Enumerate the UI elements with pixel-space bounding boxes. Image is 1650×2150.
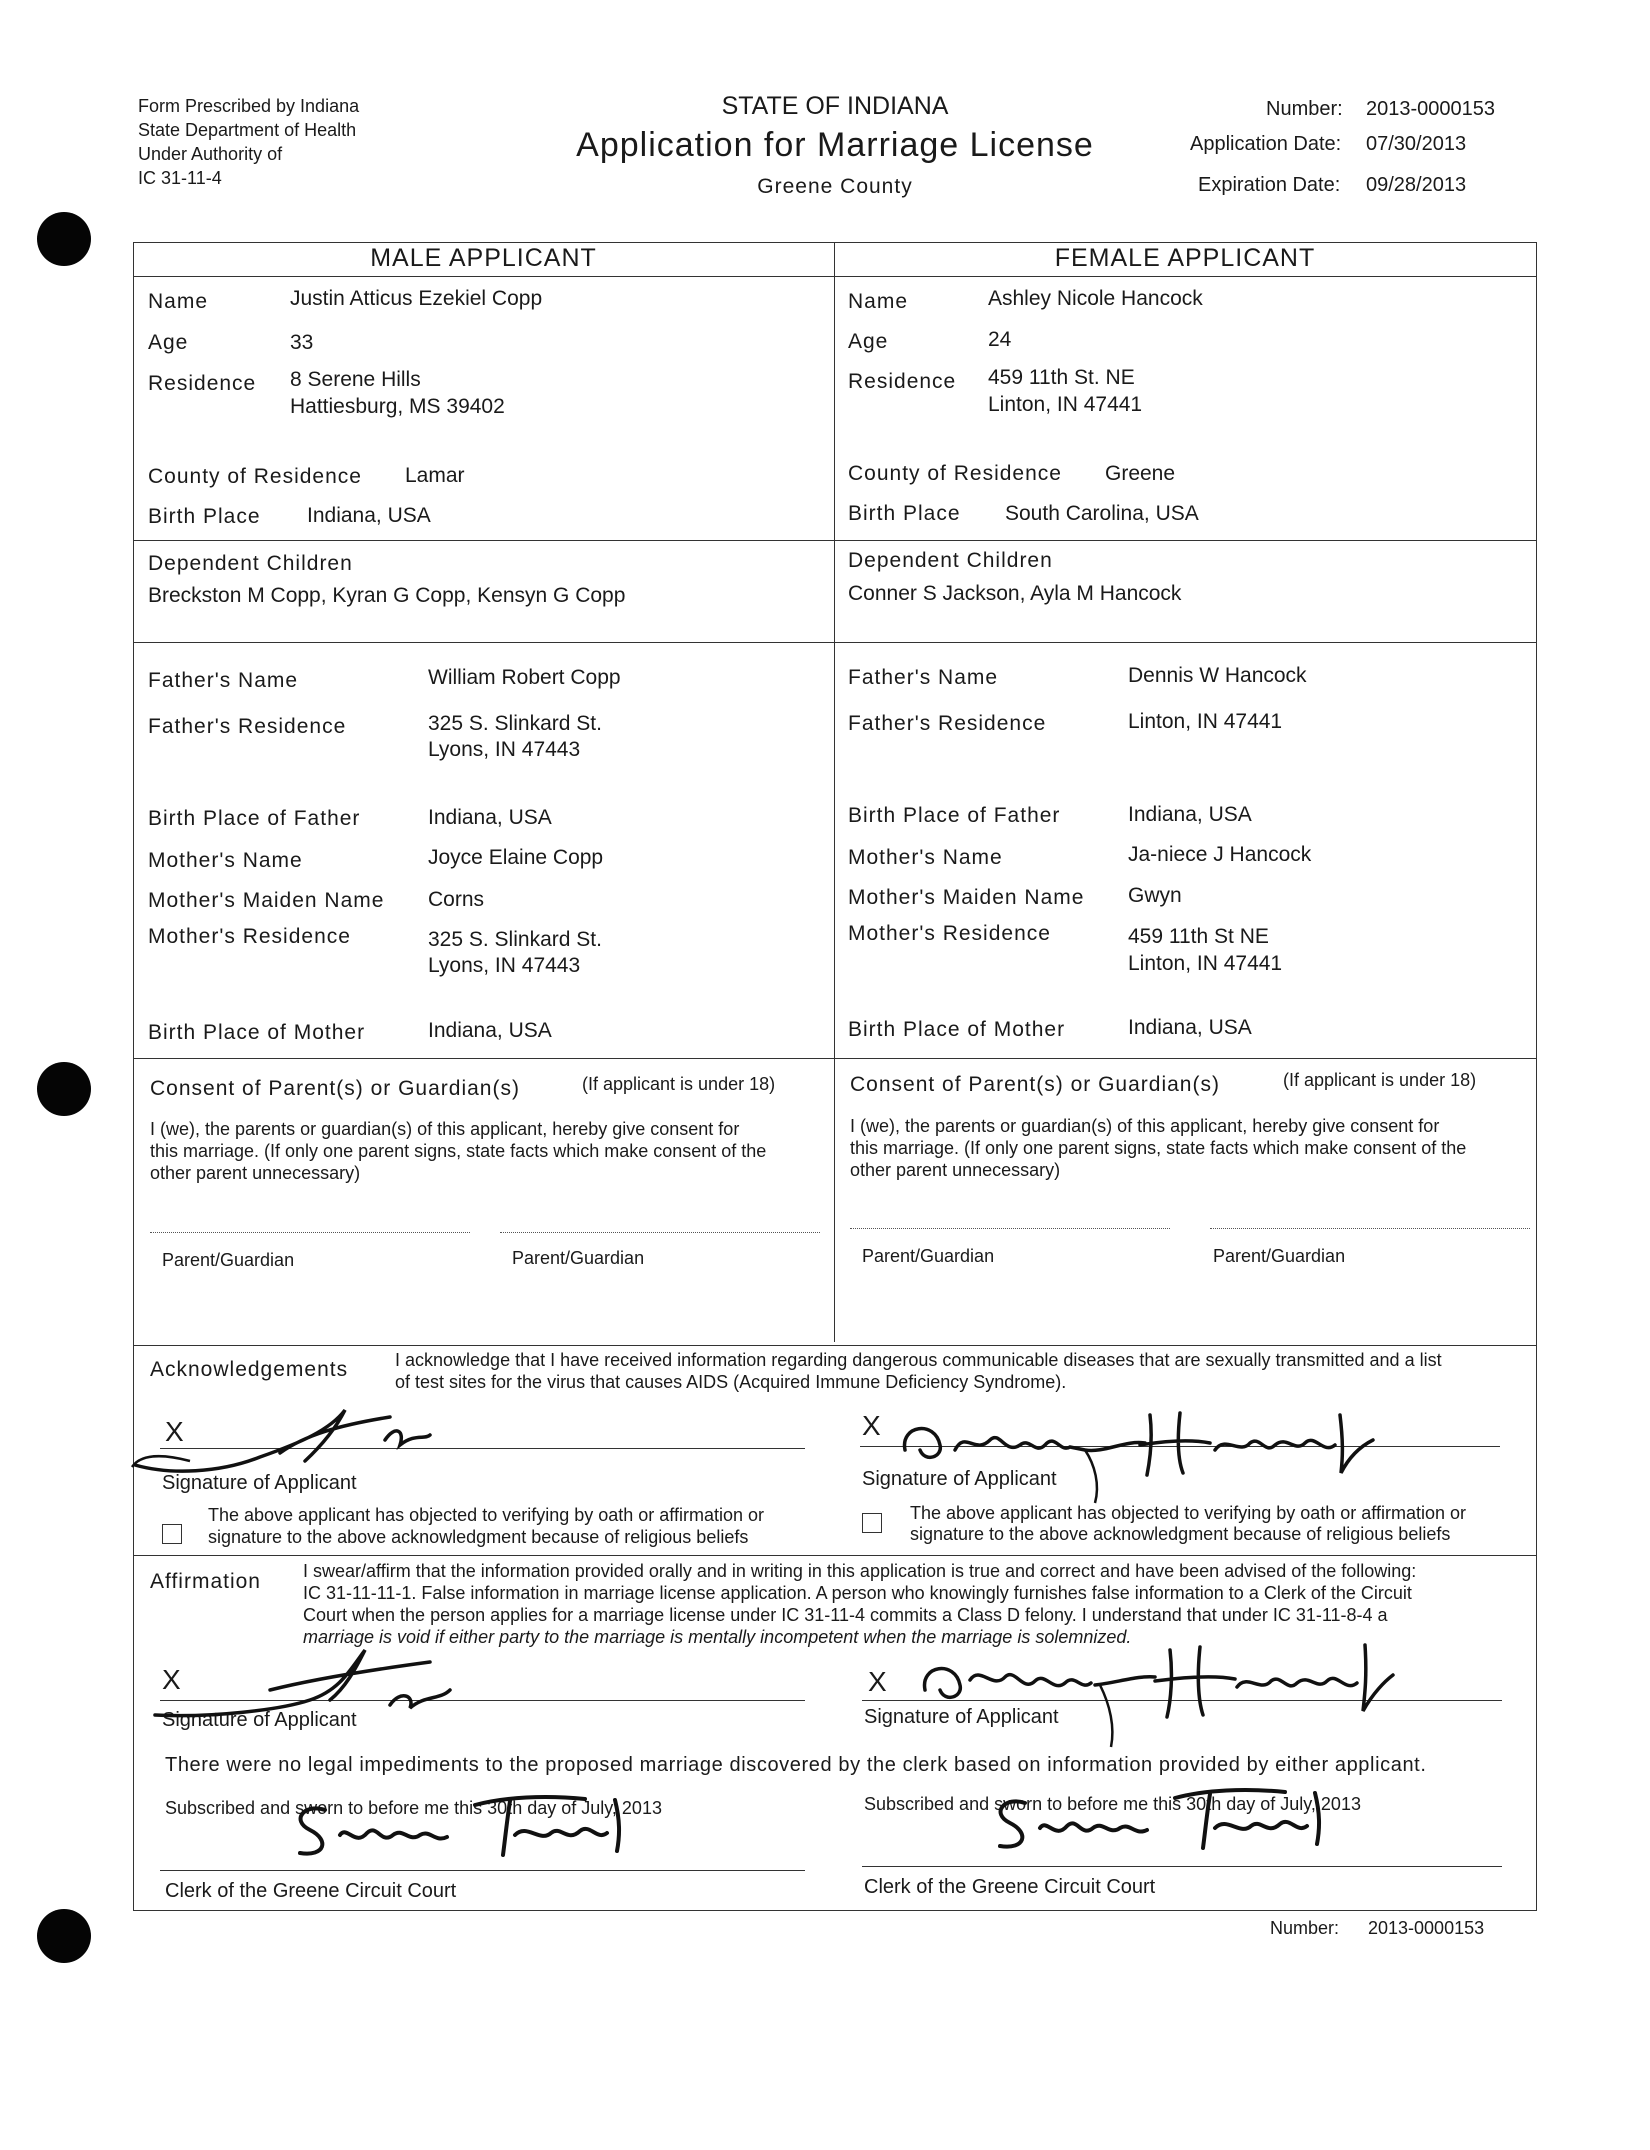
consent-line: I (we), the parents or guardian(s) of this applicant, hereby give consent for (850, 1116, 1440, 1136)
male-affirm-signature-label: Signature of Applicant (162, 1709, 357, 1731)
female-mother-birth-value: Indiana, USA (1128, 1016, 1252, 1039)
prescribed-line: Under Authority of (138, 144, 283, 164)
female-consent-title: Consent of Parent(s) or Guardian(s) (850, 1073, 1220, 1096)
male-county-label: County of Residence (148, 465, 362, 488)
affirmation-divider (133, 1555, 1537, 1556)
ack-text-line2: of test sites for the virus that causes AIDS (Acquired Immune Deficiency Syndrome). (395, 1372, 1067, 1392)
female-clerk-signature-line[interactable] (862, 1866, 1502, 1867)
female-children-label: Dependent Children (848, 549, 1053, 572)
male-age-label: Age (148, 331, 189, 354)
frame-top-line (133, 242, 1537, 243)
female-guardian-label-2: Parent/Guardian (1213, 1246, 1346, 1266)
affirmation-line: IC 31-11-11-1. False information in marriage license application. A person who knowingly furnishes false information to a Clerk of the Circuit (303, 1583, 1412, 1603)
male-children-value: Breckston M Copp, Kyran G Copp, Kensyn G Copp (148, 584, 626, 607)
female-mother-maiden-label: Mother's Maiden Name (848, 886, 1085, 909)
female-affirm-signature-label: Signature of Applicant (864, 1706, 1059, 1728)
county-heading: Greene County (757, 175, 913, 198)
male-county-value: Lamar (405, 464, 465, 487)
male-father-birth-label: Birth Place of Father (148, 807, 361, 830)
application-date-value: 07/30/2013 (1366, 133, 1467, 155)
male-mother-birth-label: Birth Place of Mother (148, 1021, 366, 1044)
prescribed-line: IC 31-11-4 (138, 168, 222, 188)
expiration-date-value: 09/28/2013 (1366, 174, 1467, 196)
affirmation-line: marriage is void if either party to the marriage is mentally incompetent when the marriage is solemnized. (303, 1627, 1132, 1647)
male-father-res-line1: 325 S. Slinkard St. (428, 712, 602, 735)
male-birth-place-label: Birth Place (148, 505, 261, 528)
frame-left-line (133, 242, 134, 1910)
page-title: Application for Marriage License (576, 126, 1094, 164)
male-mother-name-label: Mother's Name (148, 849, 303, 872)
female-county-value: Greene (1105, 462, 1176, 485)
affirmation-line: I swear/affirm that the information provided orally and in writing in this application is true and correct and have been advised of the following: (303, 1561, 1417, 1581)
male-mother-maiden-label: Mother's Maiden Name (148, 889, 385, 912)
male-clerk-signature (285, 1785, 645, 1865)
male-guardian-line-1[interactable] (150, 1232, 470, 1233)
male-name-label: Name (148, 290, 209, 313)
female-subscribed-text: Subscribed and sworn to before me this 30th day of July, 2013 (864, 1794, 1361, 1814)
female-affirm-x-mark: X (868, 1666, 887, 1697)
punch-hole (37, 1062, 91, 1116)
female-ack-signature-label: Signature of Applicant (862, 1468, 1057, 1490)
frame-right-line (1536, 242, 1537, 1910)
male-residence-line1: 8 Serene Hills (290, 368, 421, 391)
female-age-label: Age (848, 330, 889, 353)
male-consent-note: (If applicant is under 18) (582, 1074, 776, 1094)
male-ack-signature-label: Signature of Applicant (162, 1472, 357, 1494)
female-mother-birth-label: Birth Place of Mother (848, 1018, 1066, 1041)
female-name-value: Ashley Nicole Hancock (988, 287, 1203, 310)
female-county-label: County of Residence (848, 462, 1062, 485)
male-guardian-label-1: Parent/Guardian (162, 1250, 295, 1270)
female-name-label: Name (848, 290, 909, 313)
female-ack-x-mark: X (862, 1410, 881, 1441)
male-birth-place-value: Indiana, USA (307, 504, 431, 527)
female-father-name-value: Dennis W Hancock (1128, 664, 1307, 687)
prescribed-line: Form Prescribed by Indiana (138, 96, 360, 116)
consent-line: I (we), the parents or guardian(s) of this applicant, hereby give consent for (150, 1119, 740, 1139)
male-affirm-signature (150, 1640, 480, 1725)
male-residence-line2: Hattiesburg, MS 39402 (290, 395, 505, 418)
female-guardian-label-1: Parent/Guardian (862, 1246, 995, 1266)
footer-number-label: Number: (1270, 1918, 1340, 1938)
female-mother-name-label: Mother's Name (848, 846, 1003, 869)
female-guardian-line-1[interactable] (850, 1228, 1170, 1229)
female-father-residence-label: Father's Residence (848, 712, 1047, 735)
male-residence-label: Residence (148, 372, 257, 395)
female-mother-res-line2: Linton, IN 47441 (1128, 952, 1283, 975)
form-prescribed-block (138, 94, 359, 190)
female-ack-signature (895, 1395, 1375, 1505)
male-ack-x-mark: X (165, 1416, 184, 1447)
male-ack-signature (130, 1395, 440, 1485)
male-mother-res-line2: Lyons, IN 47443 (428, 954, 581, 977)
male-clerk-label: Clerk of the Greene Circuit Court (165, 1880, 457, 1902)
male-applicant-heading: MALE APPLICANT (370, 244, 597, 272)
consent-line: this marriage. (If only one parent signs, state facts which make consent of the (150, 1141, 767, 1161)
male-objection-line1: The above applicant has objected to verifying by oath or affirmation or (208, 1505, 764, 1525)
female-age-value: 24 (988, 328, 1012, 351)
male-age-value: 33 (290, 331, 314, 354)
male-objection-checkbox[interactable] (162, 1524, 182, 1544)
punch-hole (37, 1909, 91, 1963)
female-father-res-line1: Linton, IN 47441 (1128, 710, 1283, 733)
female-objection-line2: signature to the above acknowledgment because of religious beliefs (910, 1524, 1451, 1544)
male-affirm-x-mark: X (162, 1664, 181, 1695)
application-date-label: Application Date: (1190, 133, 1342, 155)
female-applicant-heading: FEMALE APPLICANT (1054, 244, 1316, 272)
male-mother-name-value: Joyce Elaine Copp (428, 846, 604, 869)
female-mother-maiden-value: Gwyn (1128, 884, 1182, 907)
number-label: Number: (1266, 98, 1343, 120)
male-mother-residence-label: Mother's Residence (148, 925, 351, 948)
children-divider (133, 540, 1537, 541)
number-value: 2013-0000153 (1366, 98, 1496, 120)
male-mother-res-line1: 325 S. Slinkard St. (428, 928, 602, 951)
heading-divider (133, 276, 1537, 277)
center-divider (834, 242, 835, 1342)
expiration-date-label: Expiration Date: (1198, 174, 1341, 196)
male-subscribed-text: Subscribed and sworn to before me this 30th day of July, 2013 (165, 1798, 662, 1818)
female-clerk-signature (985, 1778, 1345, 1858)
female-guardian-line-2[interactable] (1210, 1228, 1530, 1229)
male-mother-birth-value: Indiana, USA (428, 1019, 552, 1042)
female-consent-note: (If applicant is under 18) (1283, 1070, 1477, 1090)
female-objection-checkbox[interactable] (862, 1513, 882, 1533)
female-residence-line2: Linton, IN 47441 (988, 393, 1143, 416)
male-father-res-line2: Lyons, IN 47443 (428, 738, 581, 761)
female-mother-name-value: Ja-niece J Hancock (1128, 843, 1312, 866)
female-father-name-label: Father's Name (848, 666, 999, 689)
no-impediments-statement: There were no legal impediments to the proposed marriage discovered by the clerk based on information provided by either applicant. (165, 1754, 1427, 1776)
ack-divider (133, 1345, 1537, 1346)
parents-divider (133, 642, 1537, 643)
affirmation-title: Affirmation (150, 1570, 261, 1593)
consent-line: other parent unnecessary) (150, 1163, 361, 1183)
consent-divider (133, 1058, 1537, 1059)
female-clerk-label: Clerk of the Greene Circuit Court (864, 1876, 1156, 1898)
male-guardian-label-2: Parent/Guardian (512, 1248, 645, 1268)
female-residence-line1: 459 11th St. NE (988, 366, 1135, 389)
affirmation-line: Court when the person applies for a marriage license under IC 31-11-4 commits a Class D felony. I understand that under IC 31-11-8-4 a (303, 1605, 1388, 1625)
consent-line: other parent unnecessary) (850, 1160, 1061, 1180)
male-objection-line2: signature to the above acknowledgment because of religious beliefs (208, 1527, 749, 1547)
consent-line: this marriage. (If only one parent signs, state facts which make consent of the (850, 1138, 1467, 1158)
ack-title: Acknowledgements (150, 1358, 349, 1381)
female-objection-line1: The above applicant has objected to verifying by oath or affirmation or (910, 1503, 1466, 1523)
male-guardian-line-2[interactable] (500, 1232, 820, 1233)
male-father-residence-label: Father's Residence (148, 715, 347, 738)
female-consent-text (850, 1115, 1466, 1181)
male-father-birth-value: Indiana, USA (428, 806, 552, 829)
female-children-value: Conner S Jackson, Ayla M Hancock (848, 582, 1182, 605)
state-heading: STATE OF INDIANA (721, 92, 949, 120)
male-clerk-signature-line[interactable] (160, 1870, 805, 1871)
male-consent-title: Consent of Parent(s) or Guardian(s) (150, 1077, 520, 1100)
ack-text-line1: I acknowledge that I have received information regarding dangerous communicable diseases that are sexually transmitted and a list (395, 1350, 1442, 1370)
female-affirm-signature (915, 1635, 1395, 1750)
footer-number-value: 2013-0000153 (1368, 1918, 1485, 1938)
female-father-birth-label: Birth Place of Father (848, 804, 1061, 827)
female-residence-label: Residence (848, 370, 957, 393)
male-mother-maiden-value: Corns (428, 888, 485, 911)
female-mother-residence-label: Mother's Residence (848, 922, 1051, 945)
female-mother-res-line1: 459 11th St NE (1128, 925, 1269, 948)
male-father-name-label: Father's Name (148, 669, 299, 692)
male-children-label: Dependent Children (148, 552, 353, 575)
female-birth-place-label: Birth Place (848, 502, 961, 525)
male-consent-text (150, 1118, 766, 1184)
prescribed-line: State Department of Health (138, 120, 357, 140)
punch-hole (37, 212, 91, 266)
male-name-value: Justin Atticus Ezekiel Copp (290, 287, 543, 310)
female-birth-place-value: South Carolina, USA (1005, 502, 1199, 525)
male-father-name-value: William Robert Copp (428, 666, 621, 689)
female-father-birth-value: Indiana, USA (1128, 803, 1252, 826)
frame-bottom-line (133, 1910, 1537, 1911)
